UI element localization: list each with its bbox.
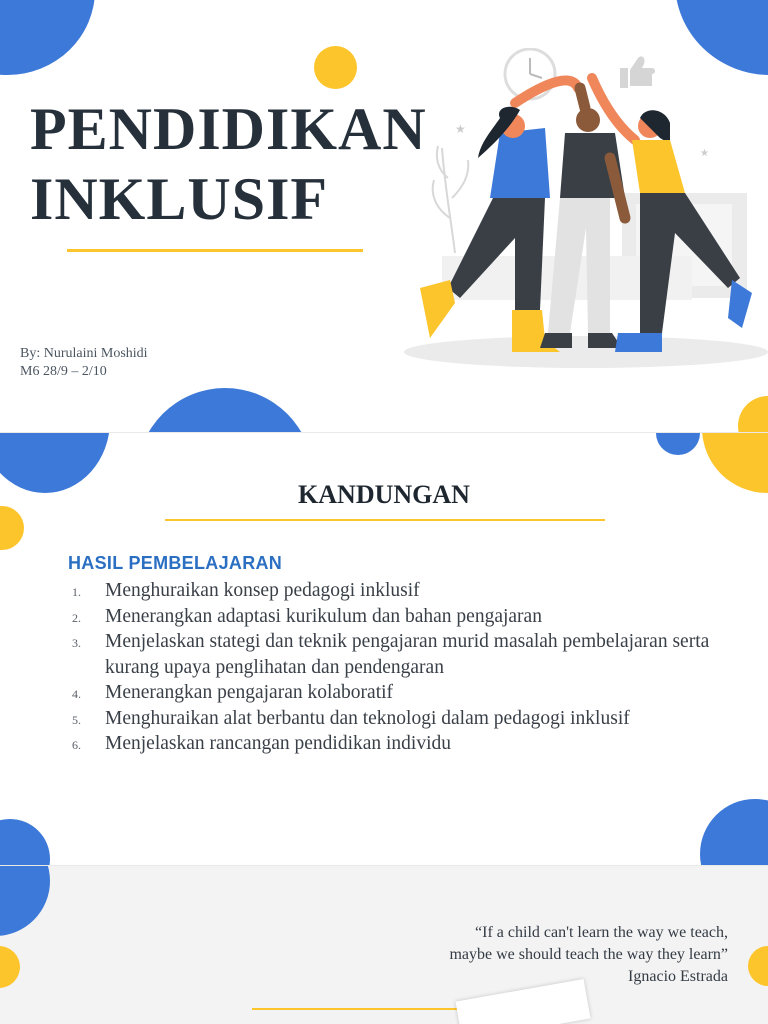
list-item [72,731,712,757]
list-item [72,604,712,630]
person-center [540,88,625,348]
list-number: 3. [72,636,81,650]
section-heading: KANDUNGAN [298,480,470,509]
heading-underline [165,519,605,521]
list-text: Menghuraikan konsep pedagogi inklusif [105,580,420,601]
date-text: M6 28/9 – 2/10 [20,364,107,379]
svg-text:★: ★ [700,148,709,159]
page-title [30,94,427,234]
list-number: 2. [72,610,81,625]
contents-slide [0,433,768,865]
list-number: 1. [72,585,81,599]
list-item [72,706,712,732]
quote-slide [0,866,768,1024]
decor-dot-right [748,946,768,986]
decor-circle-bottom-right [700,799,768,865]
list-item [72,629,712,680]
byline [20,345,148,381]
decor-half-circle-bottom [137,388,313,432]
decor-dot-left [0,946,20,988]
author-text: By: Nurulaini Moshidi [20,346,148,361]
decor-circle-top-right-small [656,433,700,455]
decor-circle-bottom-right [738,396,768,432]
title-line-1: PENDIDIKAN [30,96,427,162]
learning-outcomes-list [72,578,712,757]
list-text: Menjelaskan rancangan pendidikan individu [105,733,452,754]
people-high-five-illustration [400,48,768,378]
quote-line-1: “If a child can't learn the way we teach, [475,924,728,941]
list-text: Menerangkan adaptasi kurikulum dan bahan pengajaran [105,605,542,627]
decor-dot-left [0,506,24,550]
quote-underline [252,1008,472,1010]
thumbs-up-icon [620,56,655,88]
title-line-2: INKLUSIF [30,166,329,232]
list-number: 4. [72,687,81,701]
quote-author: Ignacio Estrada [628,968,728,985]
svg-text:★: ★ [455,122,466,136]
list-number: 6. [72,738,81,752]
list-item [72,680,712,706]
title-underline [67,249,363,252]
list-number: 5. [72,712,81,727]
learning-outcomes-title: HASIL PEMBELAJARAN [68,553,283,573]
floor-shadow-icon [404,336,768,368]
decor-circle-bottom-left [0,819,50,865]
quote-line-2: maybe we should teach the way they learn” [449,946,728,963]
list-text: Menerangkan pengajaran kolaboratif [105,682,394,703]
list-item [72,578,712,604]
quote-block [449,922,728,988]
decor-dot-yellow [314,46,357,89]
decor-circle-top-left [0,0,95,75]
list-text: Menghuraikan alat berbantu dan teknologi dalam pedagogi inklusif [105,707,630,729]
decor-circle-left [0,866,50,936]
plant-icon [433,146,469,253]
title-slide [0,0,768,432]
list-text: Menjelaskan stategi dan teknik pengajaran murid masalah pembelajaran serta kurang upaya penglihatan dan pendengaran [105,631,710,678]
